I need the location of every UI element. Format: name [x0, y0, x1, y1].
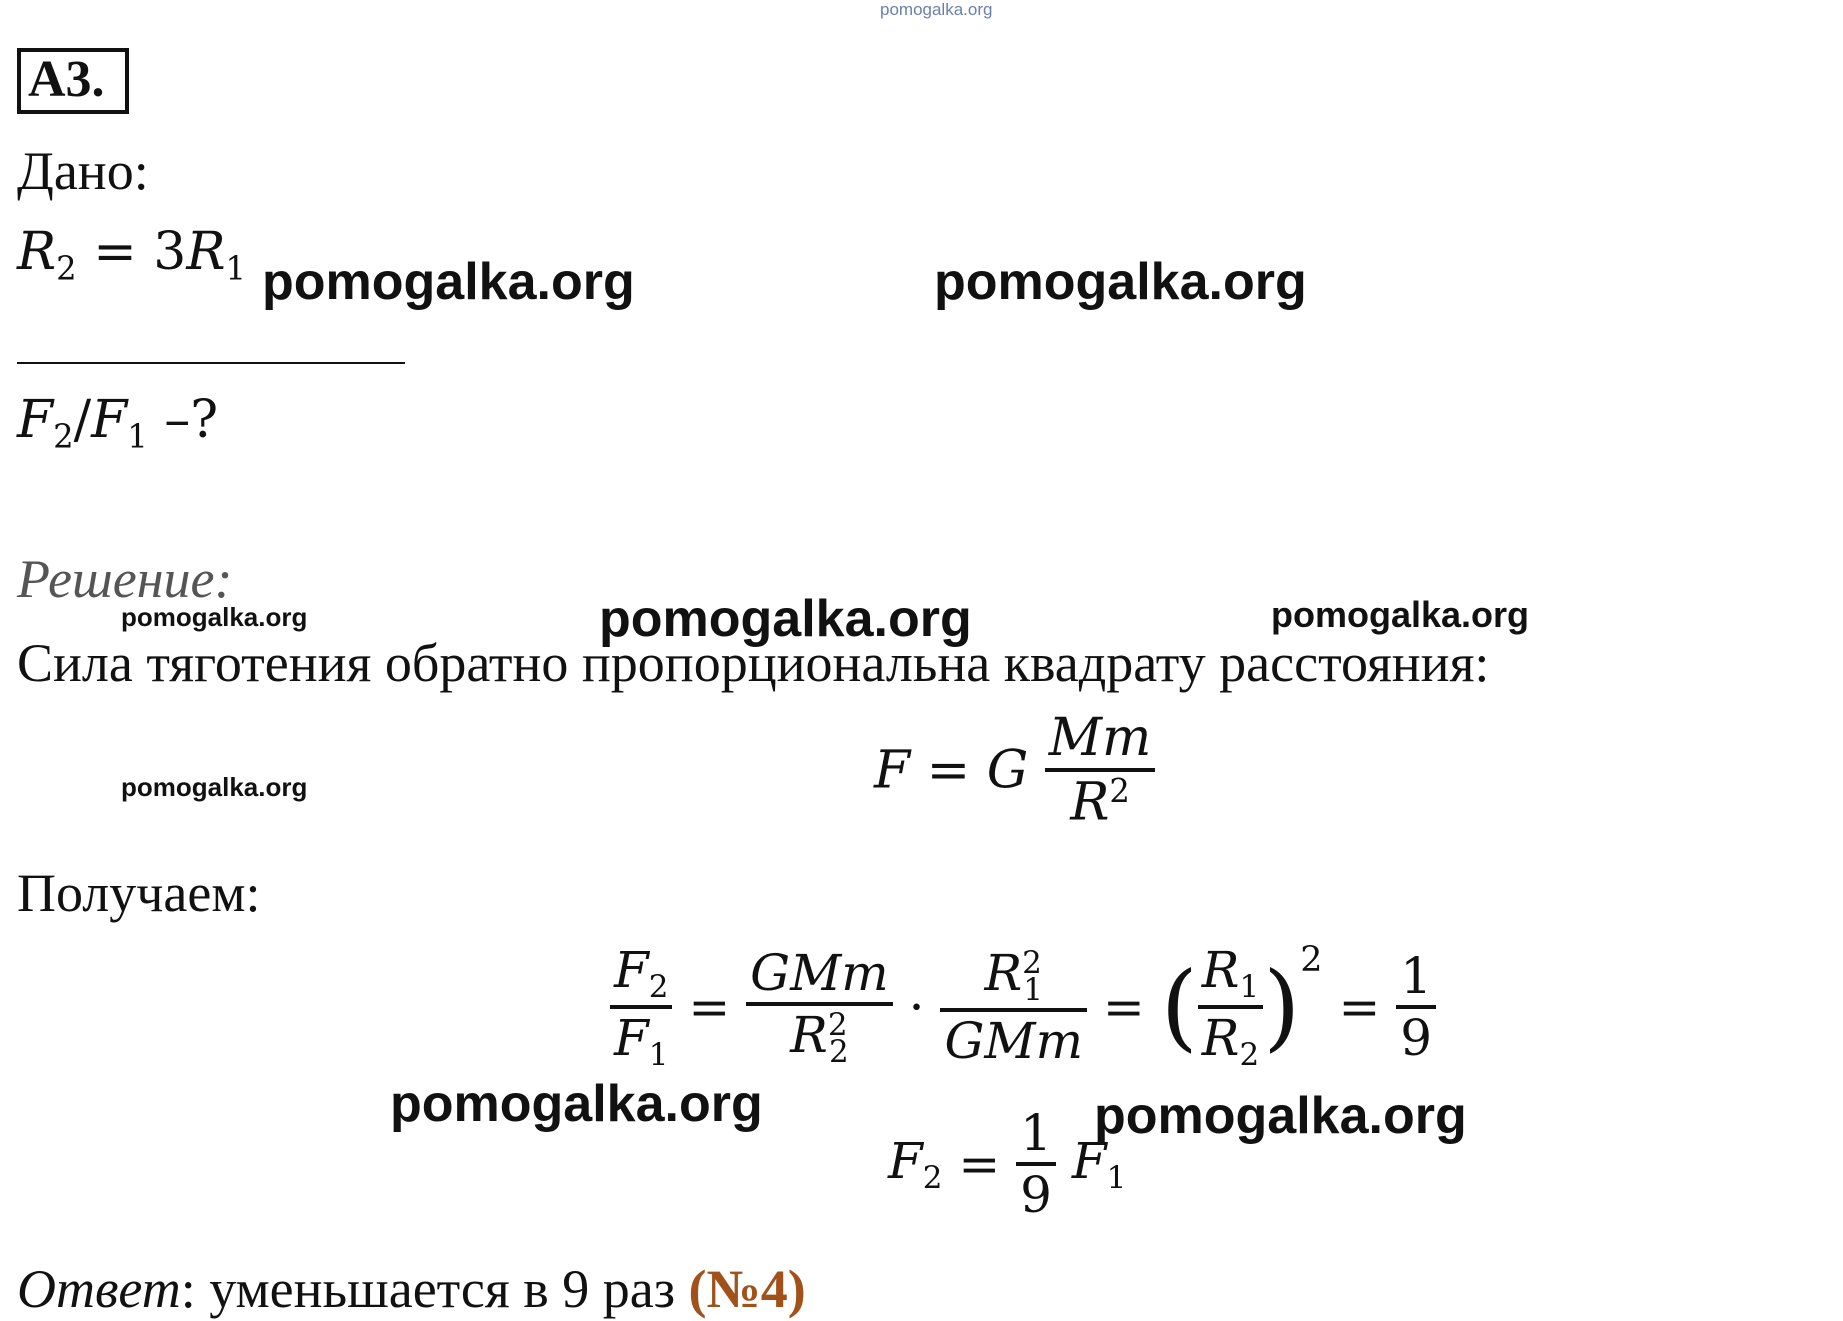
watermark: pomogalka.org — [1271, 594, 1530, 635]
watermark: pomogalka.org — [599, 590, 972, 648]
top-watermark: pomogalka.org — [880, 0, 993, 19]
answer-line: Ответ: уменьшается в 9 раз (№4) — [17, 1259, 806, 1319]
result-heading: Получаем: — [17, 863, 261, 923]
final-relation: $F_2$ = $\frac{1}{9}$ $F_1$ — [888, 1104, 1127, 1224]
solution-statement: Сила тяготения обратно пропорциональна квадрату расстояния: — [17, 633, 1490, 693]
ratio-equation: $\frac{F_2}{F_1}$ = $\frac{\text{GMm}}{R^2_2}$ · $\frac{R^2_1}{\text{GMm}}$ = ( $\frac{R_1}{R_2}$ )$^2$ = $\frac{1}{9}$ — [610, 940, 1436, 1073]
solution-heading: Решение: — [17, 549, 233, 609]
watermark: pomogalka.org — [390, 1075, 763, 1133]
given-heading: Дано: — [17, 141, 149, 201]
watermark: pomogalka.org — [121, 602, 308, 632]
given-condition: $R_2 = 3R_1$ — [17, 222, 247, 288]
answer-choice: (№4) — [688, 1259, 806, 1319]
given-divider — [17, 362, 405, 364]
gravity-law-formula: F = G $\frac{Mm}{R^2}$ — [874, 708, 1155, 833]
watermark: pomogalka.org — [121, 772, 308, 802]
watermark: pomogalka.org — [1094, 1087, 1467, 1145]
given-question: $F_2/F_1$ –? — [17, 390, 219, 456]
task-label: А3. — [28, 51, 105, 108]
answer-text: уменьшается в 9 раз — [195, 1259, 689, 1319]
watermark: pomogalka.org — [262, 253, 635, 311]
watermark: pomogalka.org — [934, 253, 1307, 311]
answer-label: Ответ — [17, 1259, 181, 1319]
